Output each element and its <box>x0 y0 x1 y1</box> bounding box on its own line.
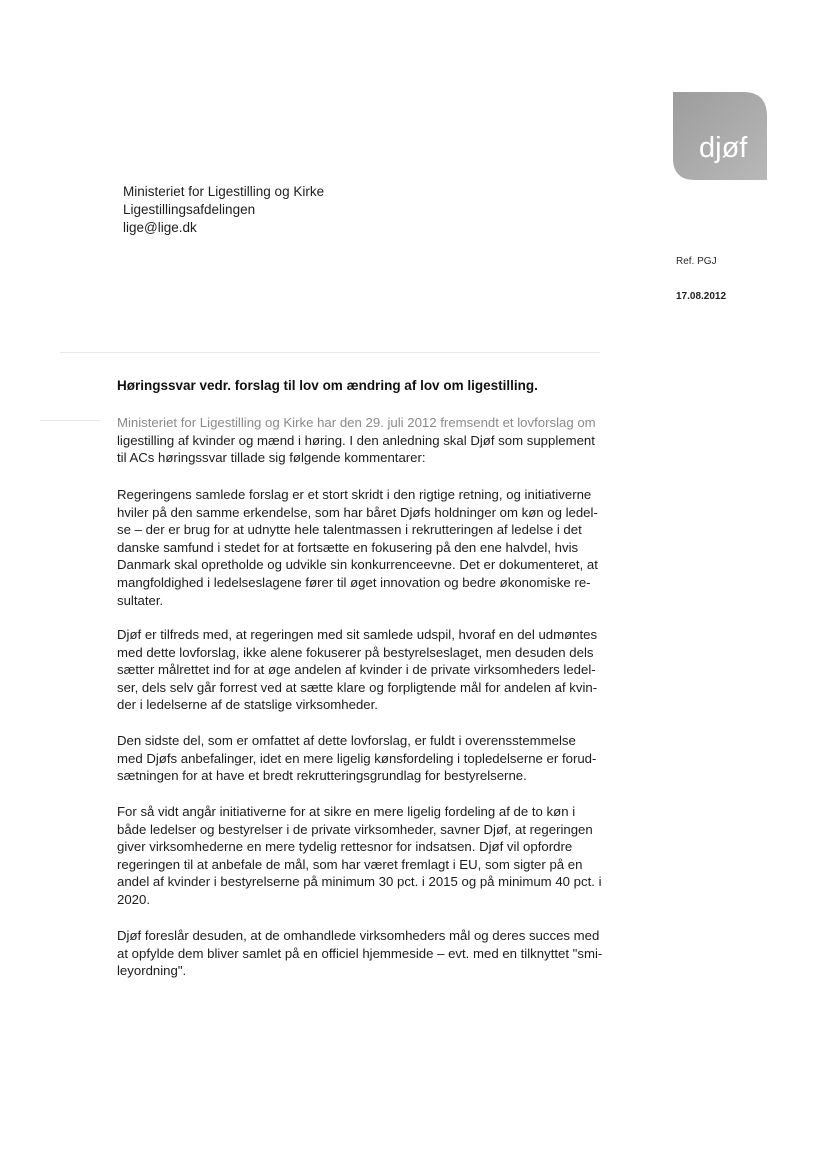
djof-logo <box>673 92 767 180</box>
paragraph-line: sætningen for at have et bredt rekrutteringsgrundlag for bestyrelserne. <box>117 768 527 784</box>
paragraph-line: 2020. <box>117 891 151 907</box>
paragraph-line: Den sidste del, som er omfattet af dette lovforslag, er fuldt i overensstemmelse <box>117 733 576 748</box>
paragraph-line: leyordning". <box>117 963 187 979</box>
paragraph-line: ligestilling af kvinder og mænd i høring. I den anledning skal Djøf som supplement <box>117 432 595 448</box>
letter-date: 17.08.2012 <box>676 291 727 302</box>
recipient-department: Ligestillingsafdelingen <box>123 202 256 217</box>
paragraph-line: der i ledelserne af de statslige virksomheder. <box>117 697 378 713</box>
paragraph-line: danske samfund i stedet for at fortsætte en fokusering på den ene halvdel, hvis <box>117 539 579 555</box>
djof-logo-mark <box>673 92 767 180</box>
paragraph-line: mangfoldighed i ledelseslagene fører til øget innovation og bedre økonomiske re- <box>117 574 591 590</box>
paragraph-line: andel af kvinder i bestyrelserne på minimum 30 pct. i 2015 og på minimum 40 pct. i <box>117 874 602 890</box>
paragraph-line: hviler på den samme erkendelse, som har båret Djøfs holdninger om køn og ledel- <box>117 504 598 520</box>
paragraph-line: med Djøfs anbefalinger, idet en mere ligelig kønsfordeling i topledelserne er forud- <box>117 750 597 766</box>
paragraph-line: regeringen til at anbefale de mål, som har været fremlagt i EU, som sigter på en <box>117 856 583 872</box>
paragraph-line: at opfylde dem bliver samlet på en officiel hjemmeside – evt. med en tilknyttet "smi- <box>117 945 603 961</box>
paragraph-line: sultater. <box>117 592 164 608</box>
scan-artifact-line <box>60 352 600 353</box>
recipient-address <box>123 183 324 237</box>
paragraph-4 <box>117 732 622 785</box>
letter-subject: Høringssvar vedr. forslag til lov om ændring af lov om ligestilling. <box>117 378 538 393</box>
scan-artifact-mark <box>40 420 100 421</box>
paragraph-3 <box>117 626 622 714</box>
paragraph-6 <box>117 927 622 980</box>
paragraph-line: ser, dels selv går forrest ved at sætte klare og forpligtende mål for andelen af kvin- <box>117 679 598 695</box>
paragraph-line: Regeringens samlede forslag er et stort skridt i den rigtige retning, og initiativerne <box>117 487 592 502</box>
recipient-email: lige@lige.dk <box>123 220 197 235</box>
paragraph-line: se – der er brug for at udnytte hele talentmassen i rekrutteringen af ledelse i det <box>117 522 582 538</box>
paragraph-line: Djøf foreslår desuden, at de omhandlede virksomheders mål og deres succes med <box>117 928 600 943</box>
paragraph-line: sætter målrettet ind for at øge andelen af kvinder i de private virksomheders ledel- <box>117 662 596 678</box>
paragraph-5 <box>117 803 622 909</box>
paragraph-1 <box>117 414 622 467</box>
paragraph-line: Ministeriet for Ligestilling og Kirke har den 29. juli 2012 fremsendt et lovforslag om <box>117 415 596 430</box>
logo-text: djøf <box>699 132 748 164</box>
paragraph-line: Danmark skal opretholde og udvikle sin konkurrenceevne. Det er dokumenteret, at <box>117 557 598 573</box>
reference: Ref. PGJ <box>676 256 717 267</box>
paragraph-line: til ACs høringssvar tillade sig følgende kommentarer: <box>117 450 426 466</box>
paragraph-line: giver virksomhederne en mere tydelig rettesnor for indsatsen. Djøf vil opfordre <box>117 839 573 855</box>
paragraph-2 <box>117 486 622 609</box>
recipient-name: Ministeriet for Ligestilling og Kirke <box>123 184 325 199</box>
paragraph-line: For så vidt angår initiativerne for at sikre en mere ligelig fordeling af de to køn i <box>117 804 576 819</box>
paragraph-line: Djøf er tilfreds med, at regeringen med sit samlede udspil, hvoraf en del udmøntes <box>117 627 598 642</box>
paragraph-line: både ledelser og bestyrelser i de private virksomheder, savner Djøf, at regeringen <box>117 821 593 837</box>
paragraph-line: med dette lovforslag, ikke alene fokuserer på bestyrelseslaget, men desuden dels <box>117 644 594 660</box>
